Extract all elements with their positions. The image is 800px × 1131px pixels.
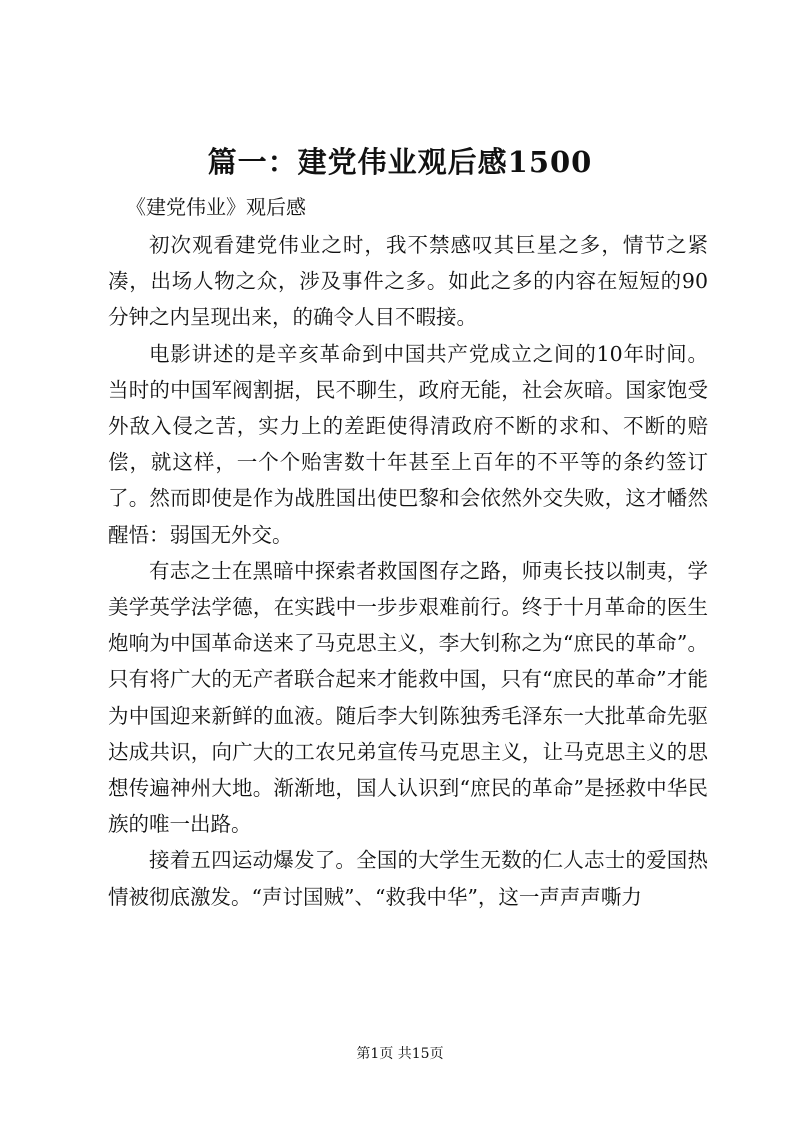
paragraph: 电影讲述的是辛亥革命到中国共产党成立之间的10年时间。当时的中国军阀割据，民不聊生，政府无能，社会灰暗。国家饱受外敌入侵之苦，实力上的差距使得清政府不断的求和、不断的赔偿，就这样，一个个贻害数十年甚至上百年的不平等的条约签订了。然而即使是作为战胜国出使巴黎和会依然外交失败，这才幡然醒悟：弱国无外交。	[108, 341, 708, 547]
paragraph: 接着五四运动爆发了。全国的大学生无数的仁人志士的爱国热情被彻底激发。“声讨国贼”、“救我中华”，这一声声声嘶力	[108, 848, 708, 909]
paragraph: 初次观看建党伟业之时，我不禁感叹其巨星之多，情节之紧凑，出场人物之众，涉及事件之多。如此之多的内容在短短的90分钟之内呈现出来，的确令人目不暇接。	[108, 233, 708, 330]
document-subtitle: 《建党伟业》观后感	[126, 195, 306, 219]
page-footer: 第1页 共15页	[356, 1046, 444, 1062]
paragraph: 有志之士在黑暗中探索者救国图存之路，师夷长技以制夷，学美学英学法学德，在实践中一步步艰难前行。终于十月革命的医生炮响为中国革命送来了马克思主义，李大钊称之为“庶民的革命”。只有将广大的无产者联合起来才能救中国，只有“庶民的革命”才能为中国迎来新鲜的血液。随后李大钊陈独秀毛泽东一大批革命先驱达成共识，向广大的工农兄弟宣传马克思主义，让马克思主义的思想传遍神州大地。渐渐地，国人认识到“庶民的革命”是拯救中华民族的唯一出路。	[108, 558, 708, 837]
document-title: 篇一：建党伟业观后感1500	[207, 145, 593, 179]
document-body	[108, 227, 708, 915]
